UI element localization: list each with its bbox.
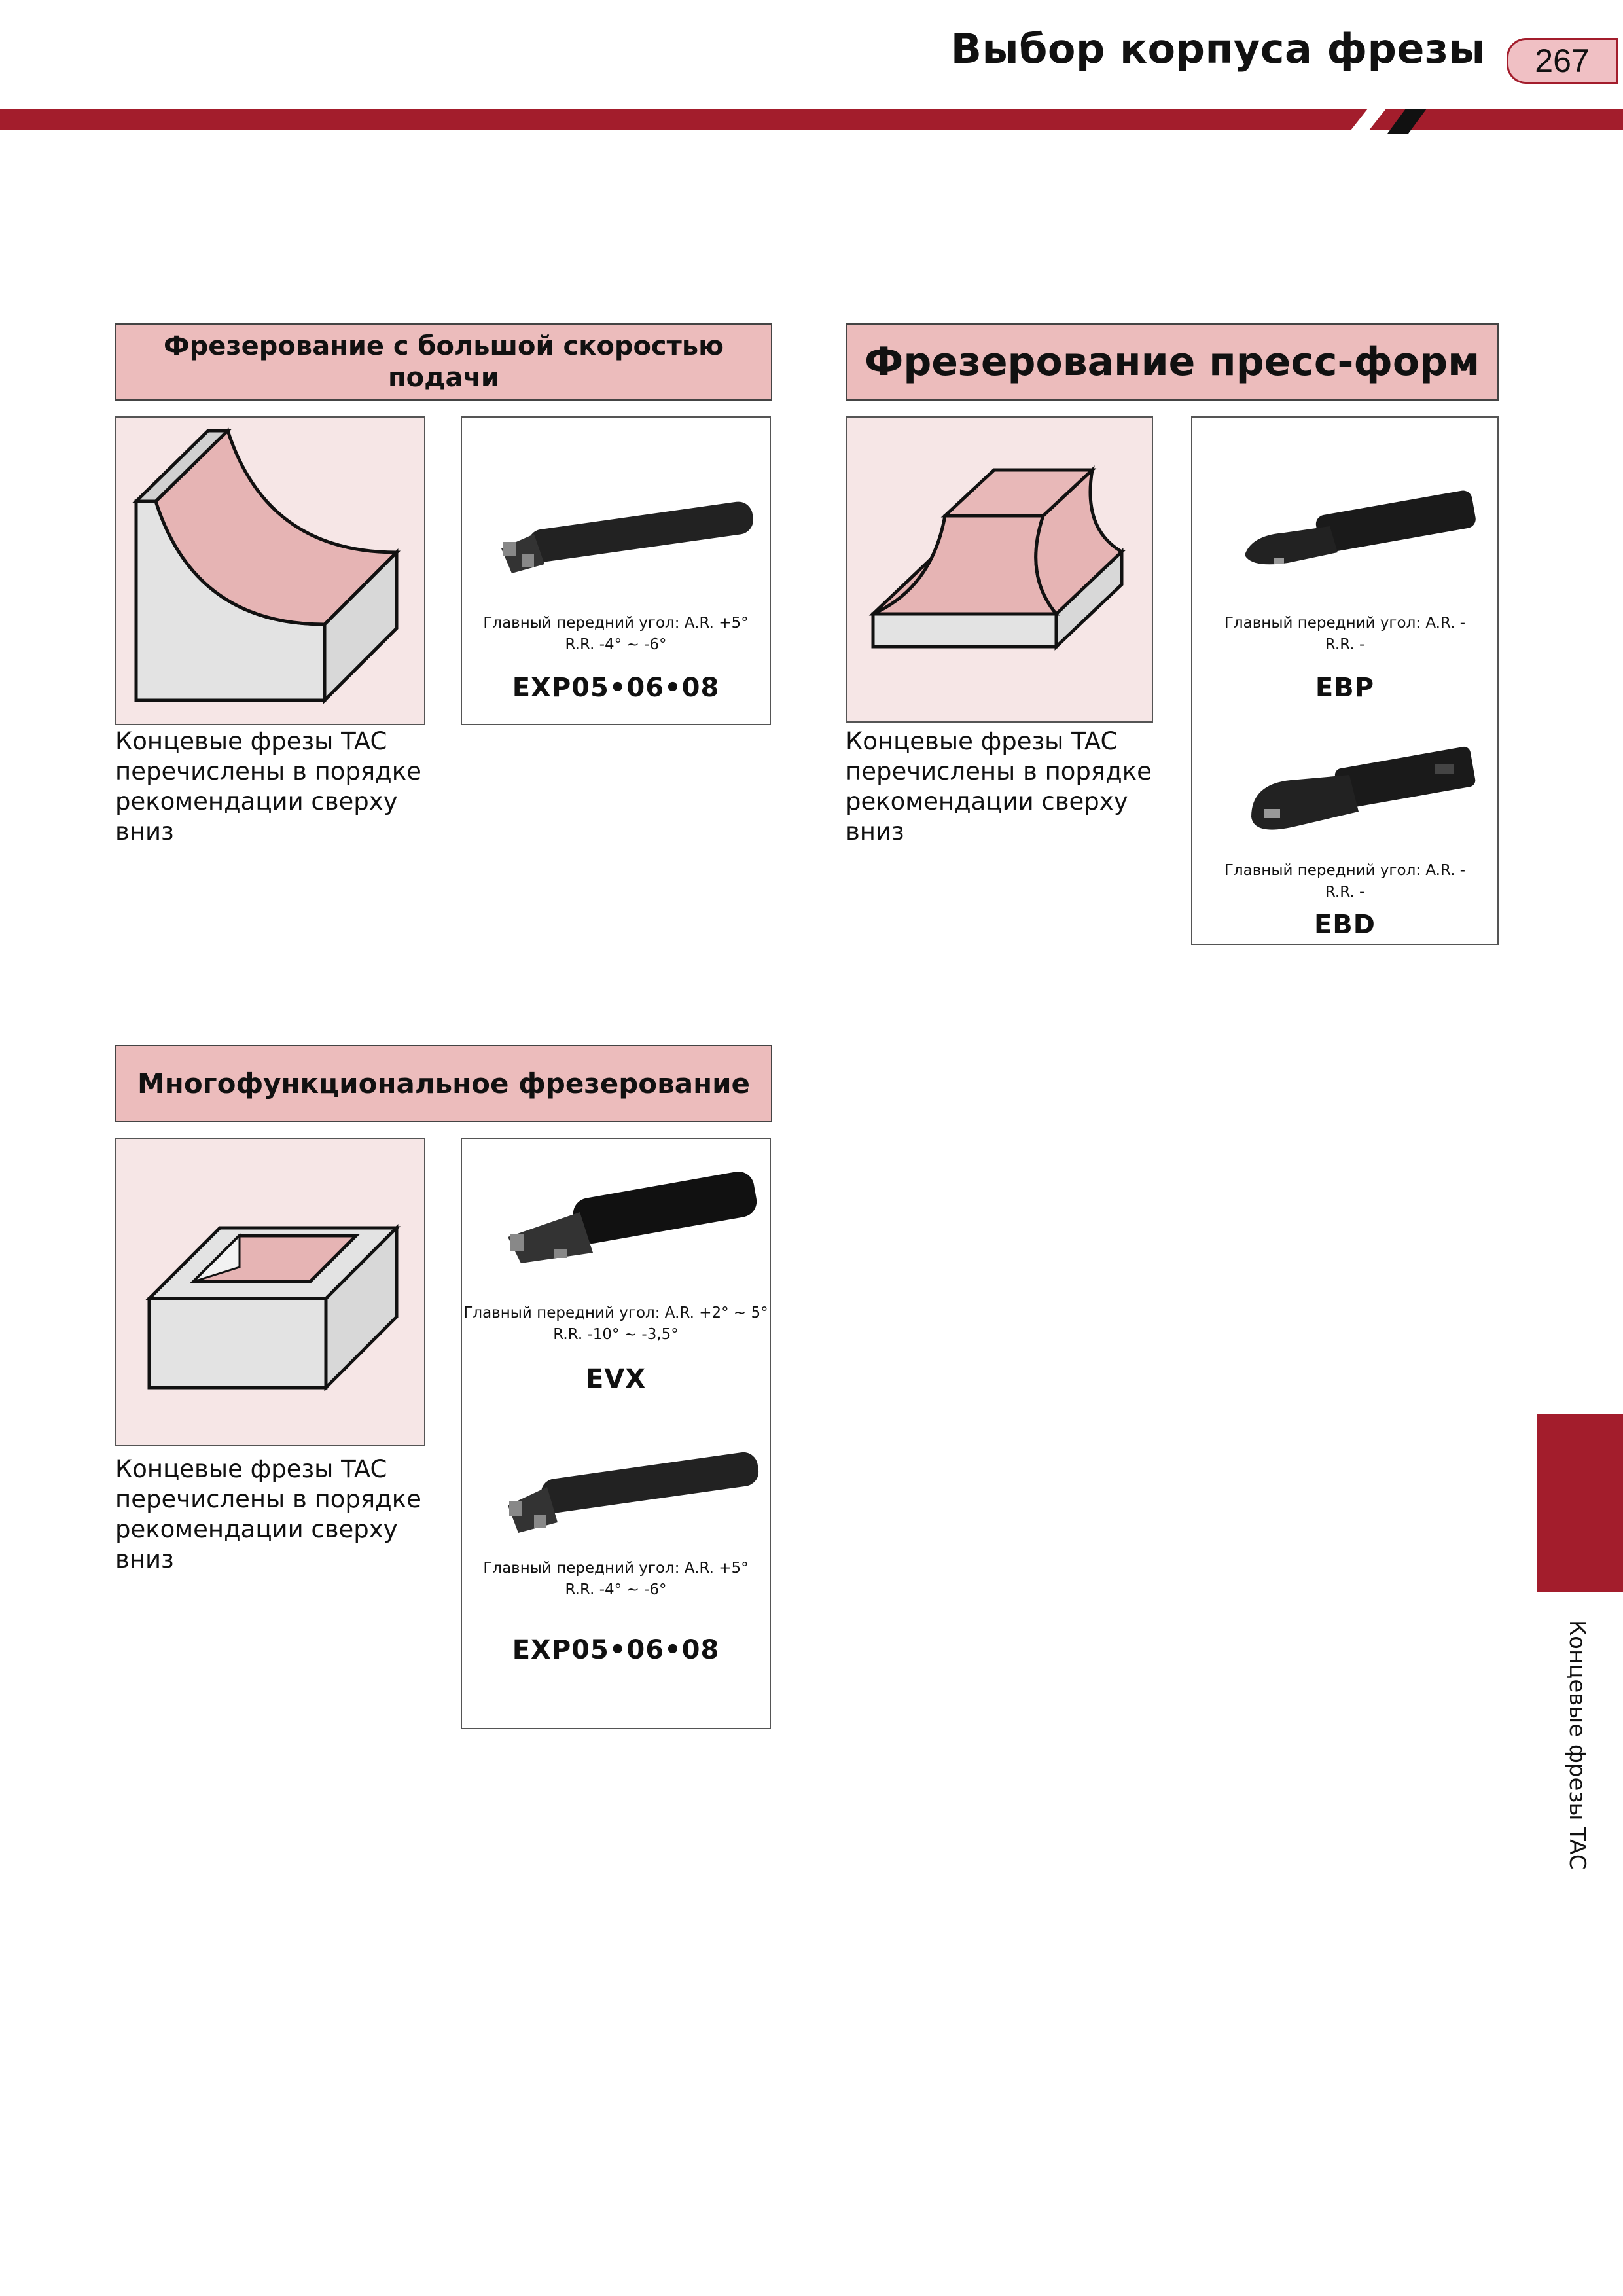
section-multifunction-caption bbox=[115, 1454, 455, 1575]
end-mill-evx-icon bbox=[495, 1165, 770, 1270]
rake-angle-rr: R.R. -10° ~ -3,5° bbox=[553, 1326, 679, 1343]
caption-line: рекомендации сверху bbox=[115, 1515, 398, 1543]
ball-end-mill-ebd-icon bbox=[1238, 745, 1480, 843]
page-number-badge: 267 bbox=[1507, 38, 1618, 84]
model-label: EXP05•06•08 bbox=[512, 673, 720, 703]
rake-angle-text bbox=[1192, 860, 1497, 903]
caption-line: перечислены в порядке bbox=[115, 757, 421, 785]
caption-line: вниз bbox=[846, 817, 904, 846]
rake-angle-rr: R.R. -4° ~ -6° bbox=[565, 636, 667, 653]
section-high-feed-title bbox=[115, 323, 772, 401]
section-mould-title bbox=[846, 323, 1499, 401]
section-multifunction-title bbox=[115, 1045, 772, 1122]
model-label: EBD bbox=[1313, 910, 1376, 940]
rake-angle-ar: Главный передний угол: A.R. - bbox=[1224, 615, 1466, 632]
tool-card-ebp-ebd bbox=[1191, 416, 1499, 945]
ball-end-mill-ebp-icon bbox=[1225, 490, 1487, 575]
section-high-feed-caption bbox=[115, 726, 455, 847]
tool-card-exp-high-feed bbox=[461, 416, 771, 725]
caption-line: вниз bbox=[115, 817, 174, 846]
model-label: EXP05•06•08 bbox=[512, 1635, 720, 1665]
rake-angle-rr: R.R. -4° ~ -6° bbox=[565, 1581, 667, 1598]
caption-line: Концевые фрезы TAC bbox=[846, 727, 1118, 755]
caption-line: рекомендации сверху bbox=[115, 787, 398, 816]
header-stripe-decoration bbox=[1348, 105, 1427, 134]
model-label: EVX bbox=[585, 1364, 647, 1394]
model-label: EBP bbox=[1315, 673, 1375, 703]
section-title-text: Фрезерование пресс-форм bbox=[864, 339, 1480, 385]
page-title: Выбор корпуса фрезы bbox=[950, 25, 1486, 73]
mould-illustration bbox=[846, 416, 1153, 723]
multifunction-illustration bbox=[115, 1138, 425, 1446]
chapter-side-label: Концевые фрезы TAC bbox=[1564, 1620, 1590, 1870]
rake-angle-text bbox=[462, 613, 770, 656]
rake-angle-ar: Главный передний угол: A.R. - bbox=[1224, 862, 1466, 879]
rake-angle-text bbox=[462, 1302, 770, 1346]
chapter-side-tab bbox=[1537, 1414, 1623, 1592]
caption-line: Концевые фрезы TAC bbox=[115, 727, 387, 755]
caption-line: вниз bbox=[115, 1545, 174, 1573]
rake-angle-rr: R.R. - bbox=[1325, 636, 1365, 653]
rake-angle-ar: Главный передний угол: A.R. +5° bbox=[483, 615, 749, 632]
rake-angle-ar: Главный передний угол: A.R. +2° ~ 5° bbox=[463, 1304, 768, 1321]
caption-line: перечислены в порядке bbox=[846, 757, 1152, 785]
end-mill-exp-icon bbox=[495, 1446, 770, 1545]
section-title-text: Фрезерование с большой скоростью подачи bbox=[163, 331, 724, 393]
rake-angle-rr: R.R. - bbox=[1325, 884, 1365, 901]
caption-line: рекомендации сверху bbox=[846, 787, 1128, 816]
section-mould-caption bbox=[846, 726, 1186, 847]
high-feed-illustration bbox=[115, 416, 425, 725]
tool-card-evx-exp bbox=[461, 1138, 771, 1729]
rake-angle-text bbox=[1192, 613, 1497, 656]
end-mill-exp-icon bbox=[488, 496, 763, 575]
caption-line: перечислены в порядке bbox=[115, 1485, 421, 1513]
rake-angle-text bbox=[462, 1558, 770, 1601]
caption-line: Концевые фрезы TAC bbox=[115, 1455, 387, 1483]
rake-angle-ar: Главный передний угол: A.R. +5° bbox=[483, 1560, 749, 1577]
section-title-text: Многофункциональное фрезерование bbox=[137, 1067, 750, 1100]
